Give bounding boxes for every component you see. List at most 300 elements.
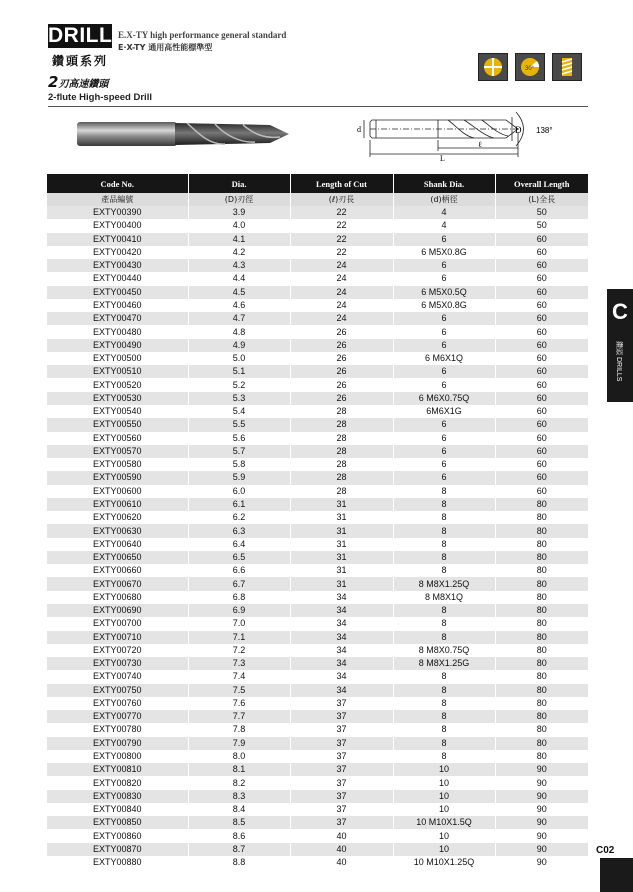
table-row [47,843,588,856]
cell-code: EXTY00480 [47,325,188,338]
cell-length-of-cut: 37 [290,763,393,776]
cell-shank-dia: 8 [393,498,495,511]
subheader-dia: (D)刃徑 [188,193,290,206]
cell-shank-dia: 6 [393,445,495,458]
table-row [47,392,588,405]
cell-shank-dia: 8 [393,631,495,644]
point-angle-label: 138° [536,126,553,135]
cell-code: EXTY00630 [47,524,188,537]
page-corner-bar [600,858,633,892]
cell-shank-dia: 8 M8X1.25G [393,657,495,670]
cell-overall-length: 80 [495,750,588,763]
flute-count: 2 [48,73,59,91]
cell-shank-dia: 8 [393,511,495,524]
cell-length-of-cut: 31 [290,538,393,551]
cell-length-of-cut: 24 [290,312,393,325]
cell-shank-dia: 8 [393,617,495,630]
cell-length-of-cut: 31 [290,564,393,577]
cell-length-of-cut: 31 [290,551,393,564]
cell-length-of-cut: 31 [290,577,393,590]
cell-dia: 4.9 [188,339,290,352]
cell-code: EXTY00820 [47,776,188,789]
cell-dia: 8.5 [188,816,290,829]
cell-shank-dia: 6 [393,339,495,352]
table-row [47,750,588,763]
table-row [47,803,588,816]
cell-code: EXTY00840 [47,803,188,816]
cell-shank-dia: 6 M5X0.5Q [393,286,495,299]
cell-code: EXTY00670 [47,577,188,590]
cell-overall-length: 60 [495,445,588,458]
cell-code: EXTY00850 [47,816,188,829]
cell-code: EXTY00390 [47,206,188,219]
table-row [47,378,588,391]
cell-code: EXTY00730 [47,657,188,670]
table-row [47,286,588,299]
cell-shank-dia: 10 [393,790,495,803]
cell-overall-length: 90 [495,790,588,803]
table-row [47,524,588,537]
cell-shank-dia: 6M6X1G [393,405,495,418]
table-row [47,246,588,259]
cell-length-of-cut: 28 [290,458,393,471]
product-subtitle-en: 2-flute High-speed Drill [48,92,152,103]
cell-length-of-cut: 24 [290,272,393,285]
table-row [47,816,588,829]
cell-shank-dia: 8 [393,604,495,617]
cell-code: EXTY00690 [47,604,188,617]
cell-dia: 5.3 [188,392,290,405]
dim-L-label: L [440,154,445,163]
cell-overall-length: 60 [495,286,588,299]
cell-dia: 4.3 [188,259,290,272]
cell-shank-dia: 6 [393,325,495,338]
cell-dia: 5.6 [188,432,290,445]
cell-code: EXTY00600 [47,485,188,498]
cell-dia: 7.4 [188,670,290,683]
cell-overall-length: 90 [495,803,588,816]
cell-length-of-cut: 40 [290,856,393,869]
cell-overall-length: 80 [495,684,588,697]
cell-overall-length: 80 [495,524,588,537]
cell-dia: 7.8 [188,723,290,736]
cell-overall-length: 60 [495,378,588,391]
cell-code: EXTY00770 [47,710,188,723]
table-row [47,657,588,670]
cell-length-of-cut: 34 [290,617,393,630]
table-row [47,418,588,431]
cell-shank-dia: 6 M5X0.8G [393,299,495,312]
cell-overall-length: 50 [495,219,588,232]
cell-overall-length: 80 [495,644,588,657]
cell-shank-dia: 8 [393,538,495,551]
section-label-en: DRILLS [615,356,622,382]
cell-length-of-cut: 26 [290,378,393,391]
cell-code: EXTY00490 [47,339,188,352]
cell-length-of-cut: 24 [290,259,393,272]
dim-D-label: D [515,125,522,135]
cell-dia: 8.1 [188,763,290,776]
cell-dia: 8.4 [188,803,290,816]
cell-shank-dia: 8 [393,564,495,577]
cell-code: EXTY00450 [47,286,188,299]
cell-dia: 7.3 [188,657,290,670]
cell-code: EXTY00550 [47,418,188,431]
cell-length-of-cut: 22 [290,246,393,259]
cell-overall-length: 80 [495,511,588,524]
cell-overall-length: 60 [495,259,588,272]
cell-overall-length: 60 [495,272,588,285]
cell-code: EXTY00540 [47,405,188,418]
table-row [47,644,588,657]
cell-dia: 8.2 [188,776,290,789]
cell-shank-dia: 4 [393,219,495,232]
cell-code: EXTY00570 [47,445,188,458]
cell-overall-length: 60 [495,418,588,431]
cell-dia: 7.9 [188,737,290,750]
cell-length-of-cut: 26 [290,365,393,378]
header-dia: Dia. [188,174,290,193]
cell-shank-dia: 10 [393,763,495,776]
cell-dia: 5.7 [188,445,290,458]
table-row [47,471,588,484]
cell-dia: 7.0 [188,617,290,630]
cell-overall-length: 90 [495,856,588,869]
cell-length-of-cut: 28 [290,471,393,484]
cell-length-of-cut: 28 [290,432,393,445]
cell-dia: 8.0 [188,750,290,763]
cell-code: EXTY00720 [47,644,188,657]
cell-overall-length: 80 [495,670,588,683]
cell-overall-length: 60 [495,392,588,405]
cell-shank-dia: 6 [393,259,495,272]
cell-dia: 7.1 [188,631,290,644]
cell-overall-length: 80 [495,538,588,551]
table-row [47,790,588,803]
table-row [47,325,588,338]
table-row [47,723,588,736]
header-overall-length: Overall Length [495,174,588,193]
table-row [47,670,588,683]
cell-code: EXTY00530 [47,392,188,405]
cell-overall-length: 60 [495,405,588,418]
cell-dia: 5.9 [188,471,290,484]
cell-code: EXTY00440 [47,272,188,285]
subheader-code: 產品編號 [47,193,188,206]
cell-dia: 5.8 [188,458,290,471]
table-row [47,432,588,445]
cell-length-of-cut: 28 [290,445,393,458]
drill-photo [75,115,297,155]
subtitle-cn-text: 刃高速鑽頭 [58,79,109,90]
cell-shank-dia: 6 [393,272,495,285]
cell-code: EXTY00430 [47,259,188,272]
header-divider [48,106,588,107]
cell-shank-dia: 8 [393,697,495,710]
cell-overall-length: 80 [495,604,588,617]
cell-overall-length: 60 [495,432,588,445]
cell-overall-length: 90 [495,816,588,829]
section-letter: C [612,299,628,324]
cell-dia: 4.4 [188,272,290,285]
cell-length-of-cut: 34 [290,684,393,697]
cell-shank-dia: 6 [393,312,495,325]
cell-shank-dia: 6 [393,432,495,445]
cell-length-of-cut: 37 [290,710,393,723]
table-row [47,259,588,272]
cell-code: EXTY00640 [47,538,188,551]
section-tab [607,289,633,402]
cell-overall-length: 60 [495,485,588,498]
angle-label: 30° [525,66,535,72]
cell-overall-length: 60 [495,352,588,365]
cell-overall-length: 80 [495,551,588,564]
header-code: Code No. [47,174,188,193]
standard-cn: E·X-TY 通用高性能標準型 [118,43,213,52]
cell-length-of-cut: 37 [290,776,393,789]
cell-length-of-cut: 37 [290,816,393,829]
cell-overall-length: 80 [495,498,588,511]
cell-length-of-cut: 26 [290,339,393,352]
cell-code: EXTY00620 [47,511,188,524]
coolant-icon [478,53,508,81]
cell-dia: 4.8 [188,325,290,338]
table-row [47,710,588,723]
cell-overall-length: 80 [495,631,588,644]
cell-shank-dia: 10 M10X1.5Q [393,816,495,829]
cell-overall-length: 90 [495,829,588,842]
cell-length-of-cut: 34 [290,657,393,670]
cell-code: EXTY00870 [47,843,188,856]
cell-length-of-cut: 37 [290,803,393,816]
table-row [47,829,588,842]
cell-dia: 4.1 [188,233,290,246]
cell-overall-length: 90 [495,776,588,789]
cell-dia: 4.2 [188,246,290,259]
cell-shank-dia: 10 [393,803,495,816]
cell-overall-length: 80 [495,617,588,630]
cell-length-of-cut: 34 [290,604,393,617]
cell-length-of-cut: 37 [290,737,393,750]
cell-dia: 8.8 [188,856,290,869]
cell-overall-length: 60 [495,299,588,312]
cell-dia: 7.7 [188,710,290,723]
cell-code: EXTY00860 [47,829,188,842]
cell-dia: 3.9 [188,206,290,219]
page-number: C02 [596,845,615,856]
cell-shank-dia: 8 [393,737,495,750]
drill-diagram [356,108,566,164]
angle-30-icon [515,53,545,81]
cell-code: EXTY00560 [47,432,188,445]
cell-dia: 6.0 [188,485,290,498]
cell-shank-dia: 8 [393,524,495,537]
cell-shank-dia: 6 M6X0.75Q [393,392,495,405]
cell-length-of-cut: 24 [290,299,393,312]
cell-overall-length: 80 [495,710,588,723]
cell-length-of-cut: 37 [290,723,393,736]
spec-table [47,174,588,869]
cell-dia: 6.9 [188,604,290,617]
cell-length-of-cut: 31 [290,498,393,511]
table-row [47,856,588,869]
subheader-overall-length: (L)全長 [495,193,588,206]
cell-length-of-cut: 34 [290,670,393,683]
cell-code: EXTY00780 [47,723,188,736]
table-row [47,233,588,246]
cell-length-of-cut: 28 [290,418,393,431]
cell-code: EXTY00400 [47,219,188,232]
cell-code: EXTY00470 [47,312,188,325]
table-row [47,684,588,697]
cell-shank-dia: 8 M8X1Q [393,591,495,604]
cell-code: EXTY00680 [47,591,188,604]
section-label [614,341,624,381]
cell-code: EXTY00410 [47,233,188,246]
cell-shank-dia: 8 [393,485,495,498]
cell-shank-dia: 8 [393,684,495,697]
cell-dia: 6.2 [188,511,290,524]
table-row [47,405,588,418]
cell-code: EXTY00510 [47,365,188,378]
cell-length-of-cut: 37 [290,790,393,803]
cell-length-of-cut: 26 [290,325,393,338]
cell-overall-length: 80 [495,657,588,670]
table-row [47,776,588,789]
cell-code: EXTY00500 [47,352,188,365]
cell-shank-dia: 8 [393,710,495,723]
table-row [47,485,588,498]
cell-shank-dia: 6 [393,233,495,246]
cell-overall-length: 80 [495,723,588,736]
cell-shank-dia: 6 [393,378,495,391]
cell-code: EXTY00420 [47,246,188,259]
cell-dia: 5.1 [188,365,290,378]
cell-shank-dia: 8 [393,750,495,763]
cell-shank-dia: 8 [393,670,495,683]
cell-code: EXTY00610 [47,498,188,511]
table-subheader-row [47,193,588,206]
cell-shank-dia: 6 [393,471,495,484]
cell-overall-length: 60 [495,246,588,259]
cell-dia: 5.0 [188,352,290,365]
cell-code: EXTY00580 [47,458,188,471]
dim-l-label: ℓ [478,140,482,149]
cell-dia: 6.8 [188,591,290,604]
cell-length-of-cut: 40 [290,843,393,856]
cell-overall-length: 80 [495,737,588,750]
cell-overall-length: 60 [495,458,588,471]
cell-code: EXTY00740 [47,670,188,683]
cell-overall-length: 80 [495,591,588,604]
cell-overall-length: 60 [495,365,588,378]
cell-code: EXTY00590 [47,471,188,484]
cell-length-of-cut: 22 [290,219,393,232]
cell-dia: 4.5 [188,286,290,299]
table-row [47,365,588,378]
table-row [47,737,588,750]
cell-overall-length: 90 [495,763,588,776]
product-subtitle-cn [48,73,108,91]
cell-shank-dia: 8 [393,551,495,564]
cell-length-of-cut: 26 [290,392,393,405]
cell-dia: 6.6 [188,564,290,577]
cell-length-of-cut: 31 [290,524,393,537]
cell-dia: 6.7 [188,577,290,590]
cell-shank-dia: 6 [393,418,495,431]
cell-length-of-cut: 28 [290,485,393,498]
table-row [47,352,588,365]
cell-shank-dia: 10 [393,776,495,789]
cell-shank-dia: 6 M5X0.8G [393,246,495,259]
cell-code: EXTY00520 [47,378,188,391]
flute-icon [552,53,582,81]
cell-code: EXTY00790 [47,737,188,750]
cell-length-of-cut: 26 [290,352,393,365]
feature-icons [478,53,582,81]
cell-shank-dia: 4 [393,206,495,219]
cell-code: EXTY00650 [47,551,188,564]
cell-code: EXTY00660 [47,564,188,577]
cell-dia: 8.6 [188,829,290,842]
table-row [47,299,588,312]
cell-length-of-cut: 37 [290,750,393,763]
subheader-length-of-cut: (ℓ)刃長 [290,193,393,206]
cell-length-of-cut: 22 [290,233,393,246]
cell-code: EXTY00880 [47,856,188,869]
table-row [47,617,588,630]
table-row [47,763,588,776]
table-row [47,272,588,285]
cell-dia: 4.0 [188,219,290,232]
cell-dia: 8.7 [188,843,290,856]
cell-overall-length: 80 [495,564,588,577]
cell-overall-length: 80 [495,577,588,590]
cell-shank-dia: 6 [393,458,495,471]
cell-shank-dia: 10 [393,829,495,842]
cell-shank-dia: 8 M8X0.75Q [393,644,495,657]
cell-dia: 4.6 [188,299,290,312]
table-row [47,604,588,617]
cell-overall-length: 90 [495,843,588,856]
table-row [47,458,588,471]
cell-length-of-cut: 34 [290,591,393,604]
cell-shank-dia: 6 M6X1Q [393,352,495,365]
cell-dia: 5.4 [188,405,290,418]
cell-overall-length: 60 [495,233,588,246]
table-row [47,511,588,524]
cell-dia: 6.5 [188,551,290,564]
table-header-row [47,174,588,193]
cell-overall-length: 60 [495,312,588,325]
cell-length-of-cut: 34 [290,631,393,644]
cell-code: EXTY00810 [47,763,188,776]
cell-code: EXTY00830 [47,790,188,803]
cell-dia: 6.4 [188,538,290,551]
dim-d-label: d [357,125,361,134]
cell-code: EXTY00460 [47,299,188,312]
standard-en: E.X-TY high performance general standard [118,30,287,40]
cell-shank-dia: 10 M10X1.25Q [393,856,495,869]
cell-dia: 5.5 [188,418,290,431]
cell-length-of-cut: 28 [290,405,393,418]
cell-overall-length: 60 [495,325,588,338]
cell-code: EXTY00710 [47,631,188,644]
table-row [47,564,588,577]
cell-overall-length: 80 [495,697,588,710]
cell-dia: 6.1 [188,498,290,511]
cell-length-of-cut: 31 [290,511,393,524]
